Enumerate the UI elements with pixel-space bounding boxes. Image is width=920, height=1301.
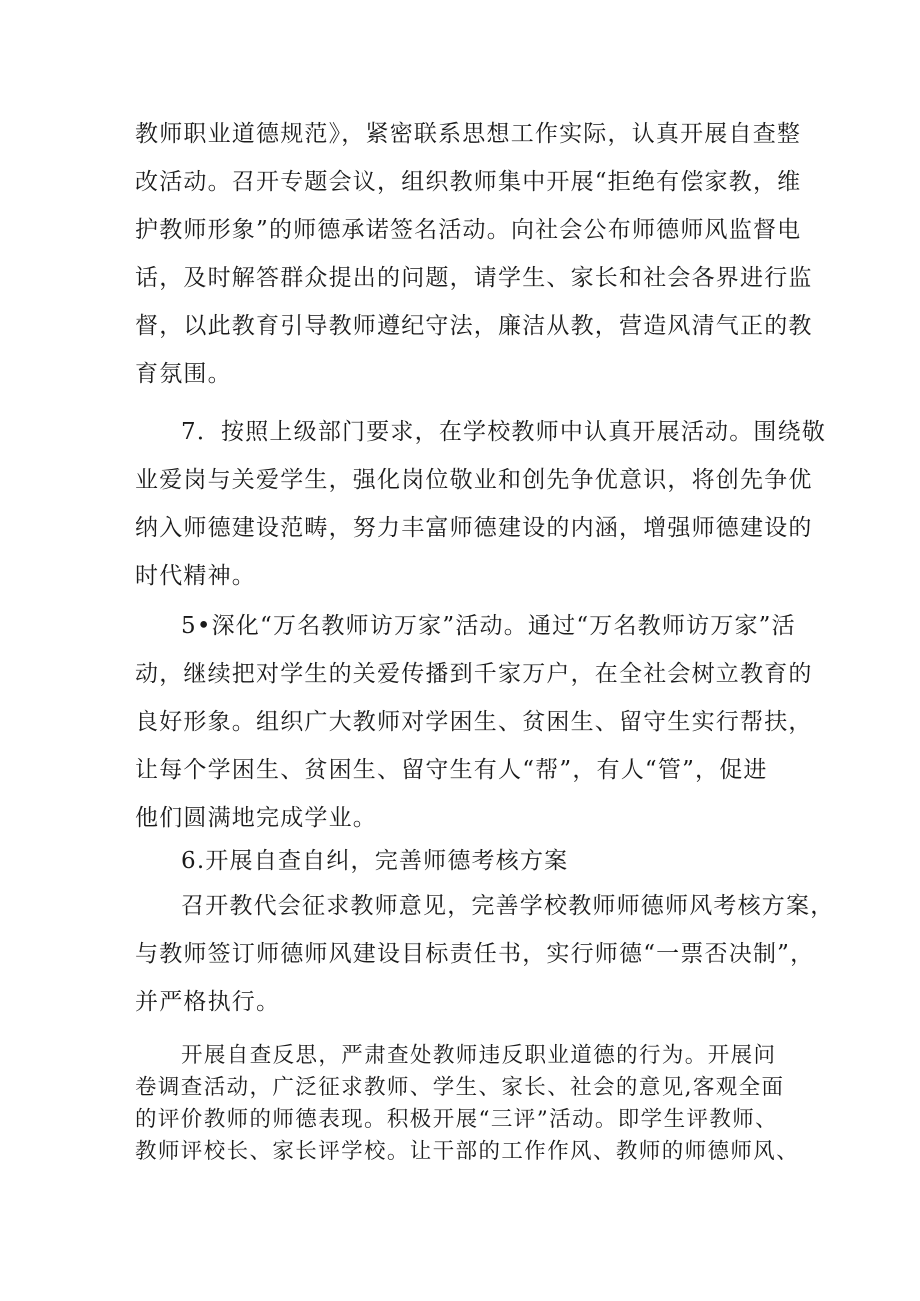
text-line: 业爱岗与关爱学生，强化岗位敬业和创先争优意识，将创先争优 xyxy=(135,467,813,493)
text-line: 让每个学困生、贫困生、留守生有人“帮”，有人“管”，促进 xyxy=(135,757,768,783)
text-line: 他们圆满地完成学业。 xyxy=(135,805,377,831)
paragraph-self-inspection xyxy=(135,110,813,398)
text-line: 时代精神。 xyxy=(135,563,256,589)
text-line: 并严格执行。 xyxy=(135,989,281,1015)
text-line: 改活动。召开专题会议，组织教师集中开展“拒绝有偿家教，维 xyxy=(135,169,802,195)
text-line: 纳入师德建设范畴，努力丰富师德建设的内涵，增强师德建设的 xyxy=(135,515,813,541)
paragraph-self-reflection xyxy=(135,1040,805,1168)
text-line: 护教师形象”的师德承诺签名活动。向社会公布师德师风监督电 xyxy=(135,217,802,243)
text-line: 教师评校长、家长评学校。让干部的工作作风、教师的师德师风、 xyxy=(135,1139,800,1164)
paragraph-assessment-plan xyxy=(135,882,835,1026)
paragraph-item-5 xyxy=(135,602,813,842)
text-line: 督，以此教育引导教师遵纪守法，廉洁从教，营造风清气正的教 xyxy=(135,313,813,339)
text-line: 7．按照上级部门要求，在学校教师中认真开展活动。围绕敬 xyxy=(181,419,827,445)
text-line: 良好形象。组织广大教师对学困生、贫困生、留守生实行帮扶， xyxy=(135,709,813,735)
text-line: 卷调查活动，广泛征求教师、学生、家长、社会的意见,客观全面 xyxy=(135,1075,785,1100)
text-line: 的评价教师的师德表现。积极开展“三评”活动。即学生评教师、 xyxy=(135,1107,779,1132)
heading-text: 6.开展自查自纠，完善师德考核方案 xyxy=(181,848,569,874)
text-line: 与教师签订师德师风建设目标责任书，实行师德“一票否决制”， xyxy=(135,941,815,967)
text-line: 动，继续把对学生的关爱传播到千家万户，在全社会树立教育的 xyxy=(135,661,813,687)
text-line: 教师职业道德规范》，紧密联系思想工作实际，认真开展自查整 xyxy=(135,121,802,147)
text-line: 开展自查反思，严肃查处教师违反职业道德的行为。开展问 xyxy=(181,1043,777,1068)
text-line: 育氛围。 xyxy=(135,361,232,387)
text-line: 话，及时解答群众提出的问题，请学生、家长和社会各界进行监 xyxy=(135,265,813,291)
section-heading-6 xyxy=(135,837,805,885)
text-line: 5•深化“万名教师访万家”活动。通过“万名教师访万家”活 xyxy=(181,613,796,639)
text-line: 召开教代会征求教师意见，完善学校教师师德师风考核方案， xyxy=(181,893,835,919)
paragraph-item-7 xyxy=(135,408,827,600)
